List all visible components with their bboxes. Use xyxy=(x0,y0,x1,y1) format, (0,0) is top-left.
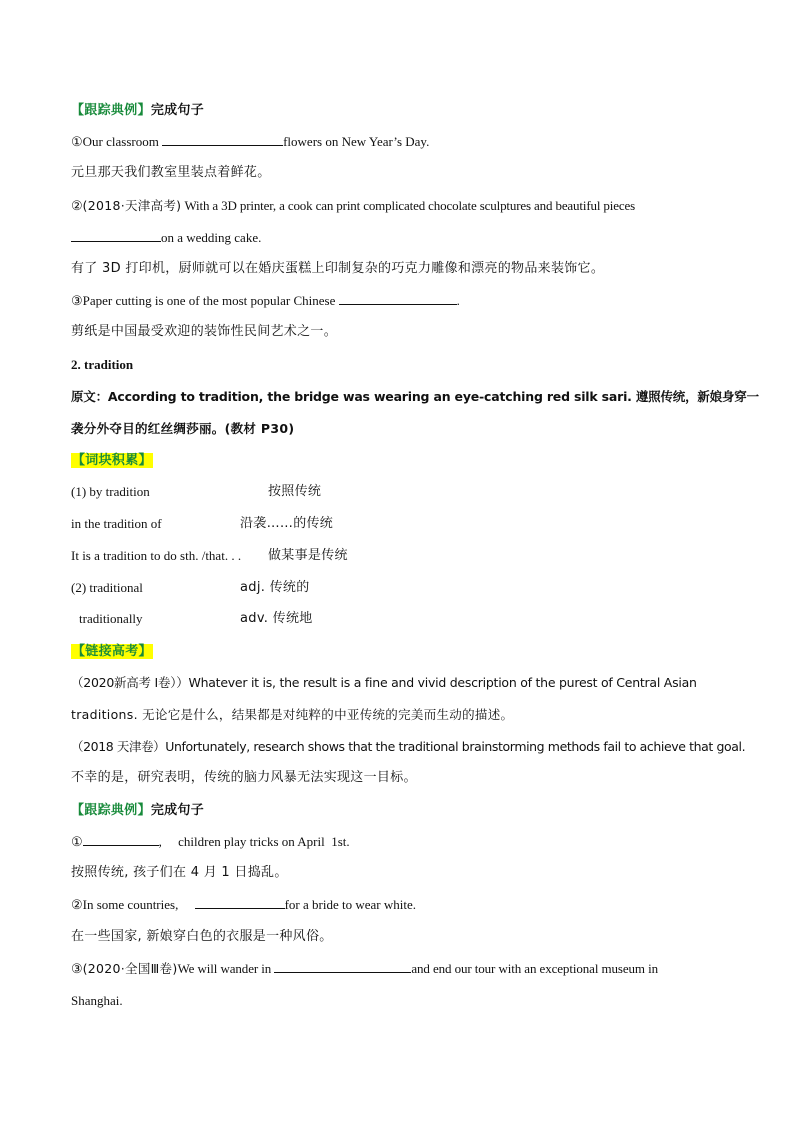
answer-blank[interactable] xyxy=(195,896,285,909)
link-heading xyxy=(71,642,153,661)
exercise-1-2-cont xyxy=(71,229,261,247)
exercise-2-3 xyxy=(71,960,658,978)
exercise-2-2-translation: 在一些国家, 新娘穿白色的衣服是一种风俗。 xyxy=(71,929,333,944)
link-example-1-line-2: traditions. 无论它是什么，结果都是对纯粹的中亚传统的完美而生动的描述。 xyxy=(71,707,514,722)
answer-blank[interactable] xyxy=(162,133,283,146)
vocab-zh-1: 按照传统 xyxy=(268,484,322,499)
link-example-2-line-2: 不幸的是，研究表明，传统的脑力风暴无法实现这一目标。 xyxy=(71,770,417,785)
vocab-en-1: (1) by tradition xyxy=(71,484,150,499)
exercise-2-3-cont: Shanghai. xyxy=(71,993,123,1008)
vocab-zh-3: 做某事是传统 xyxy=(268,548,348,563)
exercise-text: With a 3D printer, a cook can print complicated chocolate sculptures and beautiful pieces xyxy=(181,198,636,213)
answer-blank[interactable] xyxy=(339,292,457,305)
exercise-1-2-translation: 有了 3D 打印机，厨师就可以在婚庆蛋糕上印制复杂的巧克力雕像和漂亮的物品来装饰它。 xyxy=(71,261,605,276)
exercise-text: . xyxy=(456,293,460,308)
exercise-text: In some countries, xyxy=(82,897,195,912)
vocab-zh-5: adv. 传统地 xyxy=(240,611,313,626)
exercise-number: ③ xyxy=(71,961,83,976)
exercise-source: (2020·全国Ⅲ卷) xyxy=(82,961,178,976)
original-text-line-2: 袭分外夺目的红丝绸莎丽。(教材 P30) xyxy=(71,421,295,436)
answer-blank[interactable] xyxy=(83,833,159,846)
exercise-source: (2018·天津高考) xyxy=(82,198,182,213)
link-heading-label: 【链接高考】 xyxy=(72,644,152,659)
practice-heading-text: 完成句子 xyxy=(150,103,205,118)
link-example-2-line-1: （2018 天津卷）Unfortunately, research shows that the traditional brainstorming methods fail to achieve that goal. xyxy=(71,739,746,754)
practice-heading-bracket: 【跟踪典例】 xyxy=(71,103,151,118)
exercise-text: Paper cutting is one of the most popular Chinese xyxy=(82,293,339,308)
exercise-2-2 xyxy=(71,896,416,914)
exercise-1-3-translation: 剪纸是中国最受欢迎的装饰性民间艺术之一。 xyxy=(71,324,338,339)
exercise-1-1-translation: 元旦那天我们教室里装点着鲜花。 xyxy=(71,165,271,180)
exercise-text: on a wedding cake. xyxy=(161,230,262,245)
exercise-number: ① xyxy=(71,834,83,849)
exercise-text: for a bride to wear white. xyxy=(284,897,416,912)
exercise-2-1-translation: 按照传统, 孩子们在 4 月 1 日捣乱。 xyxy=(71,865,288,880)
vocab-en-5: traditionally xyxy=(79,611,143,626)
exercise-number: ② xyxy=(71,198,83,213)
practice-heading-text: 完成句子 xyxy=(150,803,205,818)
vocab-en-2: in the tradition of xyxy=(71,516,162,531)
exercise-text: Our classroom xyxy=(82,134,163,149)
exercise-1-3 xyxy=(71,292,460,310)
vocab-en-4: (2) traditional xyxy=(71,580,143,595)
exercise-1-2 xyxy=(71,197,635,215)
original-text-line-1: 原文：According to tradition, the bridge was wearing an eye-catching red silk sari. 遵照传统，新娘身穿一 xyxy=(71,389,759,404)
vocab-zh-4: adj. 传统的 xyxy=(240,580,310,595)
exercise-number: ① xyxy=(71,134,83,149)
link-example-1-line-1: （2020新高考 I卷））Whatever it is, the result is a fine and vivid description of the purest of Central Asian xyxy=(71,675,697,690)
exercise-text: We will wander in xyxy=(177,961,275,976)
exercise-1-1 xyxy=(71,133,429,151)
exercise-number: ③ xyxy=(71,293,83,308)
vocab-en-3: It is a tradition to do sth. /that. . . xyxy=(71,548,242,563)
vocab-zh-2: 沿袭……的传统 xyxy=(240,516,334,531)
vocab-heading xyxy=(71,451,153,470)
exercise-text: and end our tour with an exceptional museum in xyxy=(411,961,659,976)
practice-heading-1 xyxy=(71,101,204,120)
exercise-text: , children play tricks on April 1st. xyxy=(158,834,350,849)
section-title-tradition: 2. tradition xyxy=(71,357,134,372)
exercise-2-1 xyxy=(71,833,350,851)
vocab-heading-label: 【词块积累】 xyxy=(72,453,152,468)
exercise-text: flowers on New Year’s Day. xyxy=(283,134,430,149)
practice-heading-2 xyxy=(71,801,204,820)
practice-heading-bracket: 【跟踪典例】 xyxy=(71,803,151,818)
answer-blank[interactable] xyxy=(71,229,161,242)
answer-blank[interactable] xyxy=(274,960,411,973)
exercise-number: ② xyxy=(71,897,83,912)
